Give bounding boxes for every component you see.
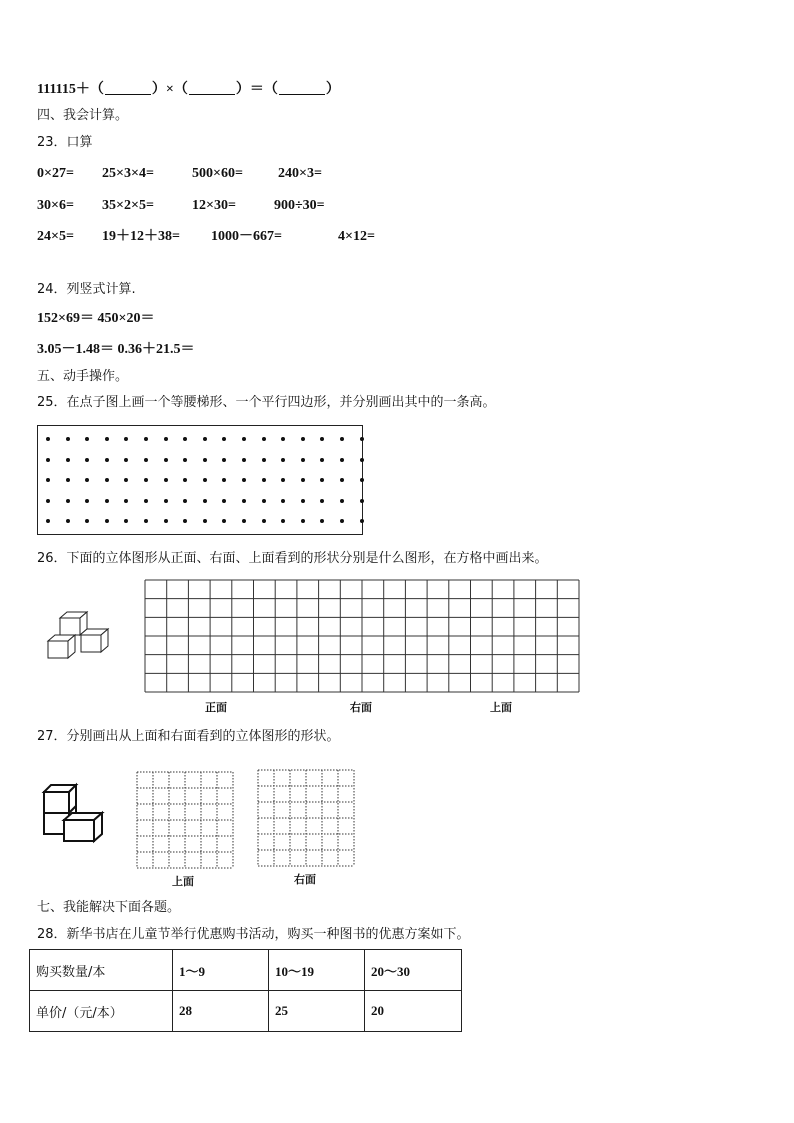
answer-blank[interactable]	[105, 82, 151, 95]
grid-dot	[360, 437, 364, 441]
grid-dot	[183, 437, 187, 441]
grid-dot	[66, 437, 70, 441]
grid-dot	[183, 499, 187, 503]
grid-dot	[66, 458, 70, 462]
grid-dot	[281, 519, 285, 523]
table-row	[30, 950, 462, 991]
view-label-right: 右面	[294, 873, 316, 886]
grid-dot	[124, 478, 128, 482]
grid-dot	[164, 458, 168, 462]
grid-dot	[203, 499, 207, 503]
grid-dot	[124, 499, 128, 503]
dotted-grid-top-view[interactable]	[136, 771, 234, 869]
grid-dot	[124, 437, 128, 441]
grid-dot	[66, 499, 70, 503]
grid-dot	[242, 478, 246, 482]
question-26-title: 26．下面的立体图形从正面、右面、上面看到的形状分别是什么图形，在方格中画出来。	[37, 551, 548, 566]
grid-dot	[46, 437, 50, 441]
grid-dot	[222, 478, 226, 482]
grid-dot	[320, 478, 324, 482]
grid-dot	[164, 499, 168, 503]
oral-calc-item: 4×12=	[338, 229, 375, 244]
oral-calc-item: 24×5=	[37, 229, 74, 244]
grid-dot	[46, 499, 50, 503]
grid-dot	[262, 499, 266, 503]
table-cell: 单价/（元/本）	[30, 991, 173, 1032]
grid-dot	[242, 458, 246, 462]
grid-dot	[262, 478, 266, 482]
grid-dot	[301, 499, 305, 503]
dotted-grid-right-view[interactable]	[257, 769, 355, 867]
question-28-title: 28．新华书店在儿童节举行优惠购书活动，购买一种图书的优惠方案如下。	[37, 927, 470, 942]
grid-dot	[242, 437, 246, 441]
grid-dot	[360, 478, 364, 482]
grid-dot	[105, 478, 109, 482]
grid-dot	[183, 478, 187, 482]
grid-dot	[281, 499, 285, 503]
oral-calc-item: 12×30=	[192, 198, 236, 213]
grid-dot	[85, 478, 89, 482]
grid-dot	[144, 437, 148, 441]
oral-calc-item: 19＋12＋38=	[102, 229, 180, 244]
grid-dot	[340, 519, 344, 523]
view-label-right: 右面	[350, 701, 372, 714]
oral-calc-item: 0×27=	[37, 166, 74, 181]
section-heading-4: 四、我会计算。	[37, 108, 129, 123]
grid-dot	[360, 499, 364, 503]
vertical-calc-line: 3.05－1.48＝ 0.36＋21.5＝	[37, 342, 195, 357]
grid-dot	[105, 458, 109, 462]
grid-dot	[360, 458, 364, 462]
grid-dot	[144, 458, 148, 462]
grid-dot	[46, 478, 50, 482]
answer-blank[interactable]	[189, 82, 235, 95]
grid-dot	[105, 437, 109, 441]
dot-grid[interactable]	[37, 425, 363, 535]
grid-dot	[124, 519, 128, 523]
grid-dot	[85, 499, 89, 503]
section-heading-5: 五、动手操作。	[37, 369, 129, 384]
grid-dot	[340, 499, 344, 503]
table-cell: 20	[365, 991, 462, 1032]
cube-stack-figure-27	[40, 782, 110, 844]
equation-prefix: 111115＋（	[37, 82, 104, 97]
grid-dot	[105, 519, 109, 523]
grid-dot	[301, 478, 305, 482]
grid-dot	[262, 458, 266, 462]
table-row	[30, 991, 462, 1032]
question-27-title: 27．分别画出从上面和右面看到的立体图形的形状。	[37, 729, 340, 744]
oral-calc-item: 900÷30=	[274, 198, 325, 213]
grid-dot	[340, 437, 344, 441]
grid-dot	[281, 478, 285, 482]
grid-dot	[320, 437, 324, 441]
grid-dot	[222, 458, 226, 462]
grid-dot	[164, 478, 168, 482]
grid-dot	[164, 437, 168, 441]
grid-dot	[242, 519, 246, 523]
grid-dot	[105, 499, 109, 503]
grid-dot	[66, 519, 70, 523]
view-label-top: 上面	[490, 701, 512, 714]
grid-dot	[222, 499, 226, 503]
grid-dot	[222, 437, 226, 441]
view-label-top: 上面	[172, 875, 194, 888]
grid-dot	[46, 458, 50, 462]
grid-dot	[203, 478, 207, 482]
table-cell: 1～9	[173, 950, 269, 991]
oral-calc-item: 35×2×5=	[102, 198, 154, 213]
question-23-title: 23．口算	[37, 135, 93, 150]
equation-suffix: ）	[325, 82, 340, 97]
grid-dot	[340, 478, 344, 482]
equation-operator: ）×（	[151, 82, 188, 97]
grid-dot	[262, 437, 266, 441]
grid-dot	[340, 458, 344, 462]
grid-dot	[183, 519, 187, 523]
discount-price-table	[29, 949, 462, 1032]
table-cell: 25	[269, 991, 365, 1032]
grid-dot	[164, 519, 168, 523]
grid-dot	[203, 437, 207, 441]
grid-dot	[281, 458, 285, 462]
grid-dot	[320, 499, 324, 503]
grid-dot	[360, 519, 364, 523]
oral-calc-item: 500×60=	[192, 166, 243, 181]
table-cell: 20～30	[365, 950, 462, 991]
grid-dot	[124, 458, 128, 462]
grid-dot	[301, 437, 305, 441]
cube-stack-figure-26	[45, 608, 115, 672]
table-cell: 10～19	[269, 950, 365, 991]
oral-calc-item: 30×6=	[37, 198, 74, 213]
grid-dot	[281, 437, 285, 441]
equation-operator: ）＝（	[235, 82, 278, 97]
grid-dot	[144, 478, 148, 482]
grid-dot	[301, 458, 305, 462]
grid-dot	[144, 499, 148, 503]
drawing-grid-26[interactable]	[144, 579, 580, 693]
grid-dot	[262, 519, 266, 523]
grid-dot	[46, 519, 50, 523]
table-cell: 购买数量/本	[30, 950, 173, 991]
oral-calc-item: 240×3=	[278, 166, 322, 181]
grid-dot	[301, 519, 305, 523]
question-24-title: 24．列竖式计算.	[37, 282, 136, 297]
vertical-calc-line: 152×69＝ 450×20＝	[37, 311, 155, 326]
oral-calc-item: 1000－667=	[211, 229, 282, 244]
grid-dot	[85, 437, 89, 441]
grid-dot	[203, 519, 207, 523]
grid-dot	[320, 458, 324, 462]
question-25-title: 25．在点子图上画一个等腰梯形、一个平行四边形，并分别画出其中的一条高。	[37, 395, 496, 410]
grid-dot	[242, 499, 246, 503]
grid-dot	[203, 458, 207, 462]
view-label-front: 正面	[205, 701, 227, 714]
fill-blank-equation	[37, 82, 340, 98]
section-heading-7: 七、我能解决下面各题。	[37, 900, 181, 915]
answer-blank[interactable]	[279, 82, 325, 95]
oral-calc-item: 25×3×4=	[102, 166, 154, 181]
grid-dot	[66, 478, 70, 482]
grid-dot	[222, 519, 226, 523]
table-cell: 28	[173, 991, 269, 1032]
grid-dot	[320, 519, 324, 523]
grid-dot	[144, 519, 148, 523]
grid-dot	[85, 519, 89, 523]
grid-dot	[85, 458, 89, 462]
grid-dot	[183, 458, 187, 462]
